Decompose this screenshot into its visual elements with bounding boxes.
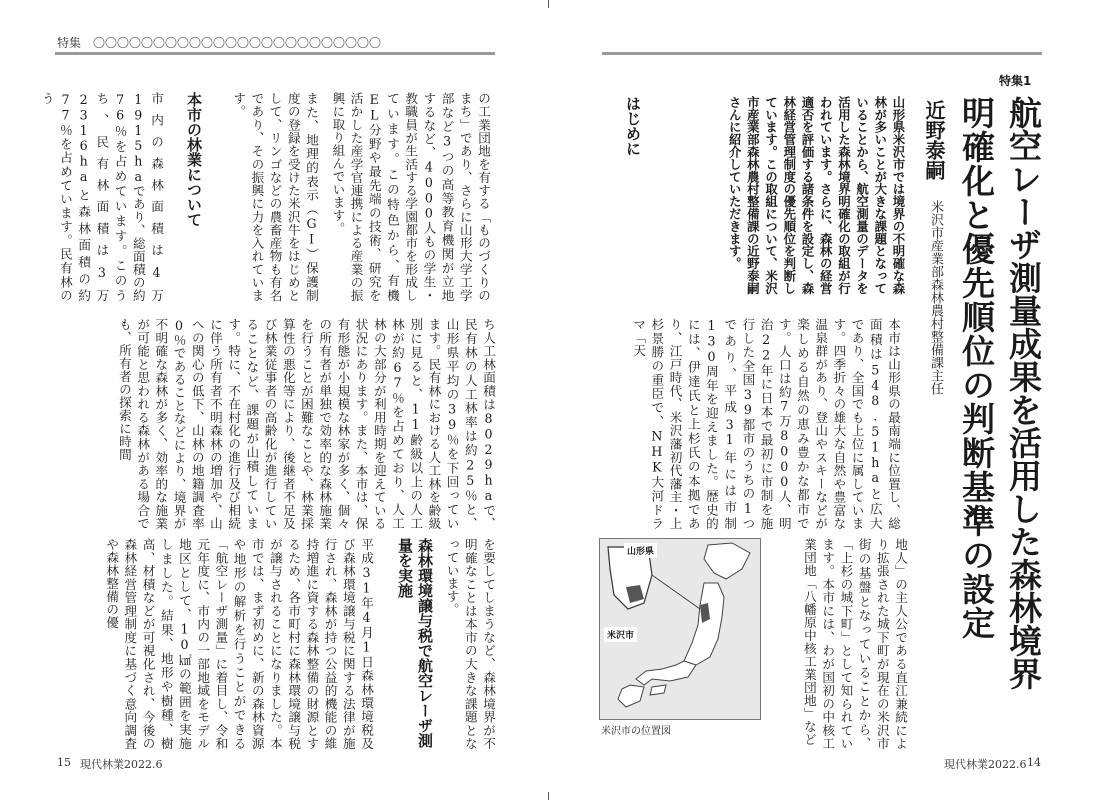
footer-page-number-right: 14 xyxy=(1027,756,1041,769)
body-text-top-2: また、地理的表示（GI）保護制度の登録を受けた米沢牛をはじめとして、リンゴなどの農畜産物も有名であり、その振興に力を入れています。 xyxy=(231,92,319,302)
body-text-right-2: 地人」の主人公である直江兼続により拡張された城下町が現在の米沢市街の基盤となっていることから、「上杉の城下町」として知られています。本市には、わが国初の中核工業団地「八幡原中核工業団地」など xyxy=(801,538,908,750)
section-heading-intro: はじめに xyxy=(624,96,642,156)
map-caption: 米沢市の位置図 xyxy=(601,726,671,737)
body-text-right-1: 本市は山形県の最南端に位置し、総面積は548.51haと広大であり、全国でも上位に属しています。四季折々の雄大な自然や豊富な温泉群があり、登山やスキーなどが楽しめる自然の恵み豊かな都市です。人口は約7万8000人、明治22年に日本で最初に市制を施行した全国39都市のうちの1つであり、平成31年には市制130周年を迎えました。歴史的には、伊達氏と上杉氏の本拠であり、江戸時代、米沢藩初代藩主・上杉景勝の重臣で、NHK大河ドラマ「天 xyxy=(631,318,901,530)
author-affiliation: 米沢市産業部森林農村整備課主任 xyxy=(928,200,943,395)
footer-magazine-right: 現代林業2022.6 xyxy=(944,758,1027,771)
article-lead: 山形県米沢市では境界の不明確な森林が多いことが大きな課題となっていることから、航空測量のデータを活用した森林境界明確化の取組が行われています。さらに、森林の経営適否を評価する諸条件を設定し、森林経営管理制度の優先順位を判断しています。この取組について、米沢市産業部森林農村整備課の近野泰嗣さんに紹介していただきます。 xyxy=(727,96,906,295)
map-label-prefecture: 山形県 xyxy=(624,543,657,558)
article-title-line1: 航空レーザ測量成果を活用した森林境界 xyxy=(1004,96,1043,690)
header-rule-left xyxy=(55,52,495,55)
footer-page-number-left: 15 xyxy=(57,756,71,769)
body-text-top-1: の工業団地を有する「ものづくりのまち」であり、さらに山形大学工学部など3つの高等教育機関が立地するなど、4000人もの学生・教職員が生活する学園都市を形成しています。この特色から、有機EL分野や最先端の技術、研究を活かした産学官連携による産業の振興に取り組んでいます。 xyxy=(330,92,491,302)
section-heading-forestry: 本市の林業について xyxy=(185,92,203,227)
header-rule-right xyxy=(602,52,1042,55)
body-text-bottom-3: 平成31年4月1日森林環境税及び森林環境譲与税に関する法律が施行され、森林が持つ公益的機能の維持増進に資する森林整備の財源とするため、各市町村に森林環境譲与税が譲与されることになりました。本市では、まず初めに、新の森林資源や地形の解析を行うことができる「航空レーザ測量」に着目し、令和元年度に、市内の一部地域をモデル地区として、10㎢の範囲を実施しました。結果、地形や樹種、樹高、材積などが可視化され、今後の森林経営管理制度に基づく意向調査や森林整備の優 xyxy=(104,538,374,750)
feature-tag: 特集1 xyxy=(999,74,1032,88)
author-name: 近野泰嗣 xyxy=(922,100,946,180)
footer-magazine-left: 現代林業2022.6 xyxy=(80,758,163,771)
location-map xyxy=(599,538,761,720)
map-label-city: 米沢市 xyxy=(604,627,637,642)
body-text-bottom-1: ち人工林面積は8029haで、民有林の人工林率は約25％と、山形県平均の39％を下回っています。民有林における人工林を齢級別に見ると、11齢級以上の人工林が約67％を占めており、人工林の大部分が利用時期を迎えている状況にあります。また、本市は、保有形態が小規模な林家が多く、個々の所有者が単独で効率的な森林施業を行うことが困難なことや、林業採算性の悪化等により、後継者不足及び林業従事者の高齢化が進行していることなど、課題が山積しています。特に、不在村化の進行及び相続に伴う所有者不明森林の増加や、山への関心の低下、山林の地籍調査率0％であることなどにより、境界が不明確な森林が多く、効率的な施業が可能と思われる森林がある場合でも、所有者の探索に時間 xyxy=(116,318,496,530)
right-page xyxy=(549,0,1098,800)
article-title-line2: 明確化と優先順位の判断基準の設定 xyxy=(957,96,996,640)
running-header: 特集 〇〇〇〇〇〇〇〇〇〇〇〇〇〇〇〇〇〇〇〇〇〇〇〇 xyxy=(57,36,382,50)
body-text-top-3: 市内の森林面積は4万1915haであり、総面積の約76％を占めています。このうち、民有林面積は3万2316haと森林面積の約77％を占めています。民有林のう xyxy=(39,92,164,302)
section-heading-laser: 森林環境譲与税で航空レーザ測量を実施 xyxy=(396,538,434,748)
body-text-bottom-2: を要してしまうなど、森林境界が不明確なことは本市の大きな課題となっています。 xyxy=(444,538,496,750)
